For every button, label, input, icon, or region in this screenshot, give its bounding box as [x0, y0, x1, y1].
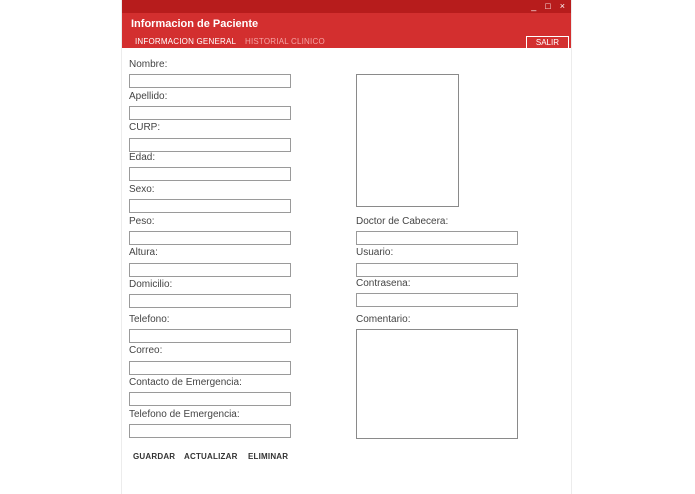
patient-photo[interactable] — [356, 74, 459, 207]
window-titlebar[interactable] — [122, 0, 571, 13]
sexo-field[interactable] — [129, 199, 291, 213]
update-button[interactable]: ACTUALIZAR — [184, 452, 238, 461]
minimize-icon[interactable]: _ — [531, 1, 537, 11]
telefono-label: Telefono: — [129, 314, 170, 325]
domicilio-label: Domicilio: — [129, 279, 173, 290]
close-icon[interactable]: × — [559, 1, 565, 11]
patient-info-window — [121, 0, 572, 494]
contrasena-label: Contrasena: — [356, 278, 411, 289]
window-controls — [531, 0, 565, 13]
maximize-icon[interactable]: □ — [545, 1, 551, 11]
delete-button[interactable]: ELIMINAR — [248, 452, 289, 461]
curp-label: CURP: — [129, 122, 161, 133]
nombre-label: Nombre: — [129, 59, 168, 70]
exit-button[interactable]: SALIR — [526, 36, 569, 49]
doctor-cabecera-field[interactable] — [356, 231, 518, 245]
usuario-field[interactable] — [356, 263, 518, 277]
correo-field[interactable] — [129, 361, 291, 375]
edad-label: Edad: — [129, 152, 156, 163]
contacto-emergencia-field[interactable] — [129, 392, 291, 406]
curp-field[interactable] — [129, 138, 291, 152]
nombre-field[interactable] — [129, 74, 291, 88]
altura-label: Altura: — [129, 247, 158, 258]
contrasena-field[interactable] — [356, 293, 518, 307]
tab-informacion-general[interactable]: INFORMACION GENERAL — [135, 37, 236, 50]
comentario-label: Comentario: — [356, 314, 411, 325]
apellido-label: Apellido: — [129, 91, 168, 102]
peso-label: Peso: — [129, 216, 155, 227]
comentario-textarea[interactable] — [356, 329, 518, 439]
altura-field[interactable] — [129, 263, 291, 277]
save-button[interactable]: GUARDAR — [133, 452, 176, 461]
app-header — [122, 13, 571, 48]
telefono-field[interactable] — [129, 329, 291, 343]
sexo-label: Sexo: — [129, 184, 155, 195]
edad-field[interactable] — [129, 167, 291, 181]
tab-historial-clinico[interactable]: HISTORIAL CLINICO — [245, 37, 325, 46]
domicilio-field[interactable] — [129, 294, 291, 308]
telefono-emergencia-label: Telefono de Emergencia: — [129, 409, 240, 420]
contacto-emergencia-label: Contacto de Emergencia: — [129, 377, 242, 388]
correo-label: Correo: — [129, 345, 163, 356]
page-title: Informacion de Paciente — [131, 18, 259, 30]
doctor-cabecera-label: Doctor de Cabecera: — [356, 216, 449, 227]
peso-field[interactable] — [129, 231, 291, 245]
telefono-emergencia-field[interactable] — [129, 424, 291, 438]
usuario-label: Usuario: — [356, 247, 394, 258]
apellido-field[interactable] — [129, 106, 291, 120]
